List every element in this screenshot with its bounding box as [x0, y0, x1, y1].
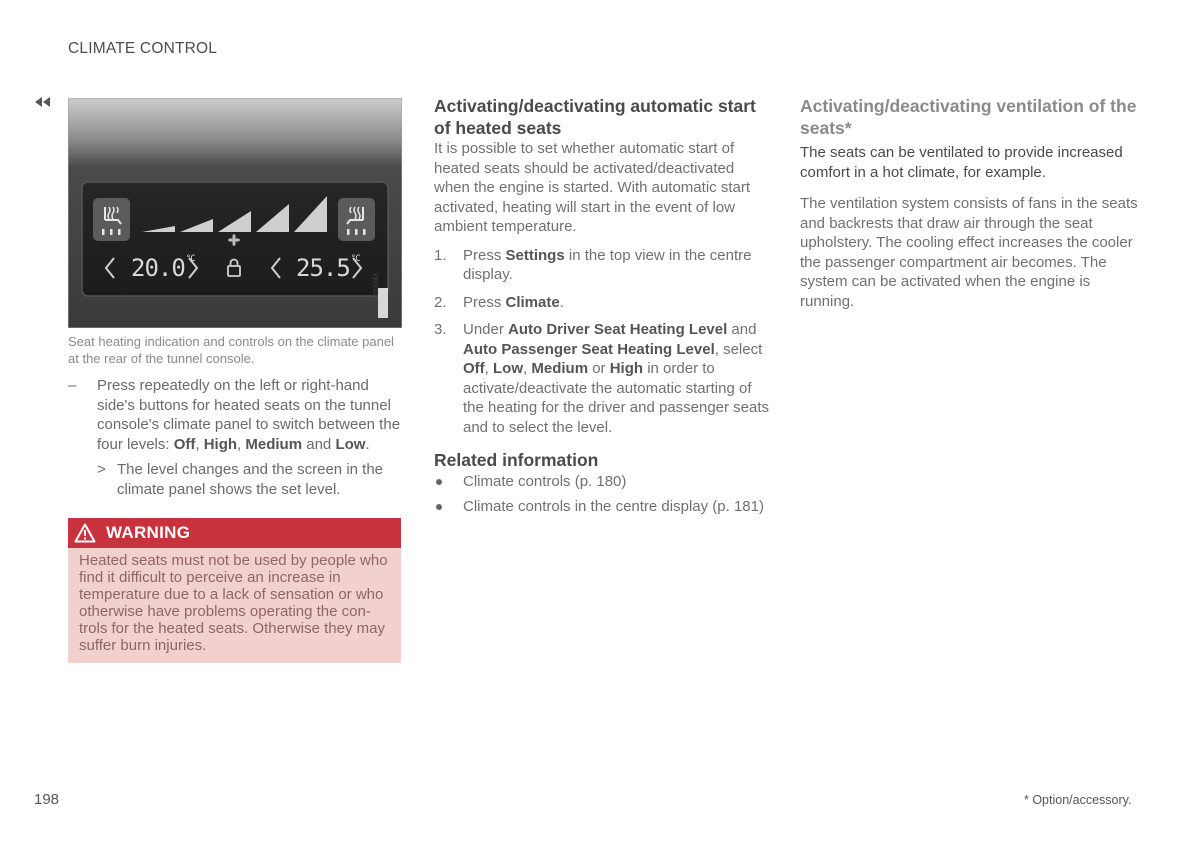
warning-triangle-icon — [74, 523, 96, 543]
footnote: * Option/accessory. — [1024, 793, 1132, 807]
step-number: 2. — [434, 293, 447, 311]
step-text: in order to activate/deactivate the automatic starting of the heating for the driver and passenger seats and to select the level. — [463, 360, 770, 436]
driver-temperature-unit: °C — [185, 254, 195, 264]
numbered-step — [434, 246, 770, 285]
separator: , — [237, 435, 246, 453]
section-title: CLIMATE CONTROL — [68, 40, 218, 57]
warning-body: Heated seats must not be used by people who find it difficult to perceive an increase in temperature due to a lack of sensation or who otherwise have problems operating the con-trols for the heated seats. Otherwise they may suffer burn injuries. — [68, 548, 401, 663]
step-number: 1. — [434, 246, 447, 264]
step-text: , select — [714, 340, 763, 358]
auto-start-heading: Activating/deactivating automatic start of heated seats — [434, 96, 756, 138]
page-number: 198 — [34, 791, 60, 808]
result-text: The level changes and the screen in the climate panel shows the set level. — [117, 461, 384, 498]
menu-settings: Settings — [505, 246, 565, 264]
step-text: in the top view in the centre display. — [463, 246, 752, 283]
bullet-icon — [436, 504, 442, 510]
warning-header — [68, 518, 401, 548]
step-text: Press — [463, 293, 506, 311]
step-text: Press repeatedly on the left or right-hand side's buttons for heated seats on the tunnel console's climate panel to switch between the four levels: — [97, 377, 401, 453]
level-off: Off — [173, 435, 196, 453]
figure-caption: Seat heating indication and controls on the climate panel at the rear of the tunnel console. — [68, 334, 394, 366]
warning-box — [68, 518, 401, 663]
option-medium: Medium — [531, 360, 589, 377]
level-low: Low — [335, 435, 366, 453]
seat-heating-icon — [93, 198, 130, 241]
passenger-temperature-unit: °C — [350, 254, 360, 264]
step-text: , — [523, 360, 532, 377]
setting-auto-passenger: Auto Passenger Seat Heating Level — [463, 340, 715, 358]
option-high: High — [609, 360, 644, 377]
ventilation-lead: The seats can be ventilated to provide increased comfort in a hot climate, for example. — [800, 144, 1123, 181]
step-result — [68, 460, 402, 499]
separator: and — [302, 435, 336, 453]
option-low: Low — [493, 360, 524, 377]
right-column — [800, 96, 1140, 311]
step-number: 3. — [434, 321, 447, 338]
related-link-text[interactable]: Climate controls (p. 180) — [463, 472, 627, 490]
auto-start-intro: It is possible to set whether automatic start of heated seats should be activated/deactivated when the engine is started. With automatic start activated, heating will start in the event of low ambient temperature. — [434, 140, 750, 235]
menu-climate: Climate — [505, 293, 560, 311]
related-link[interactable] — [434, 497, 770, 517]
step-text: Press — [463, 246, 506, 264]
related-link-text[interactable]: Climate controls in the centre display (p. 181) — [463, 498, 764, 515]
step-text: Under — [463, 321, 509, 338]
step-text: , — [484, 360, 494, 377]
instruction-step — [68, 376, 402, 454]
ventilation-heading: Activating/deactivating ventilation of the seats* — [800, 96, 1137, 138]
seat-heating-icon — [338, 198, 375, 241]
option-off: Off — [463, 360, 485, 377]
driver-seat-heating-button[interactable] — [93, 198, 130, 241]
numbered-step — [434, 320, 770, 437]
image-code: G063343 — [373, 273, 380, 302]
bullet-icon — [436, 479, 442, 485]
middle-column — [434, 96, 770, 517]
driver-temperature-readout — [131, 254, 195, 282]
level-high: High — [203, 435, 238, 453]
step-marker: – — [68, 377, 77, 394]
step-text: . — [559, 293, 564, 311]
passenger-temperature-value: 25.5 — [296, 254, 350, 282]
ventilation-body: The ventilation system consists of fans in the seats and backrests that draw air through the seat upholstery. The cooling effect increases the cooler the passenger compartment air becomes. The system can be activated when the engine is running. — [800, 195, 1138, 310]
left-column — [68, 98, 402, 663]
setting-auto-driver: Auto Driver Seat Heating Level — [508, 321, 728, 338]
climate-panel-figure — [68, 98, 402, 328]
warning-title: WARNING — [106, 523, 191, 542]
level-medium: Medium — [245, 435, 303, 453]
separator: , — [195, 435, 204, 453]
related-information-heading: Related information — [434, 450, 599, 470]
numbered-step — [434, 293, 770, 313]
related-link[interactable] — [434, 472, 770, 492]
result-marker: > — [97, 461, 106, 478]
step-text: or — [588, 360, 610, 377]
driver-temperature-value: 20.0 — [131, 254, 185, 282]
passenger-temperature-readout — [296, 254, 360, 282]
previous-page-icon[interactable] — [33, 96, 53, 108]
separator: . — [365, 435, 370, 453]
step-text: and — [727, 321, 757, 338]
passenger-seat-heating-button[interactable] — [338, 198, 375, 241]
